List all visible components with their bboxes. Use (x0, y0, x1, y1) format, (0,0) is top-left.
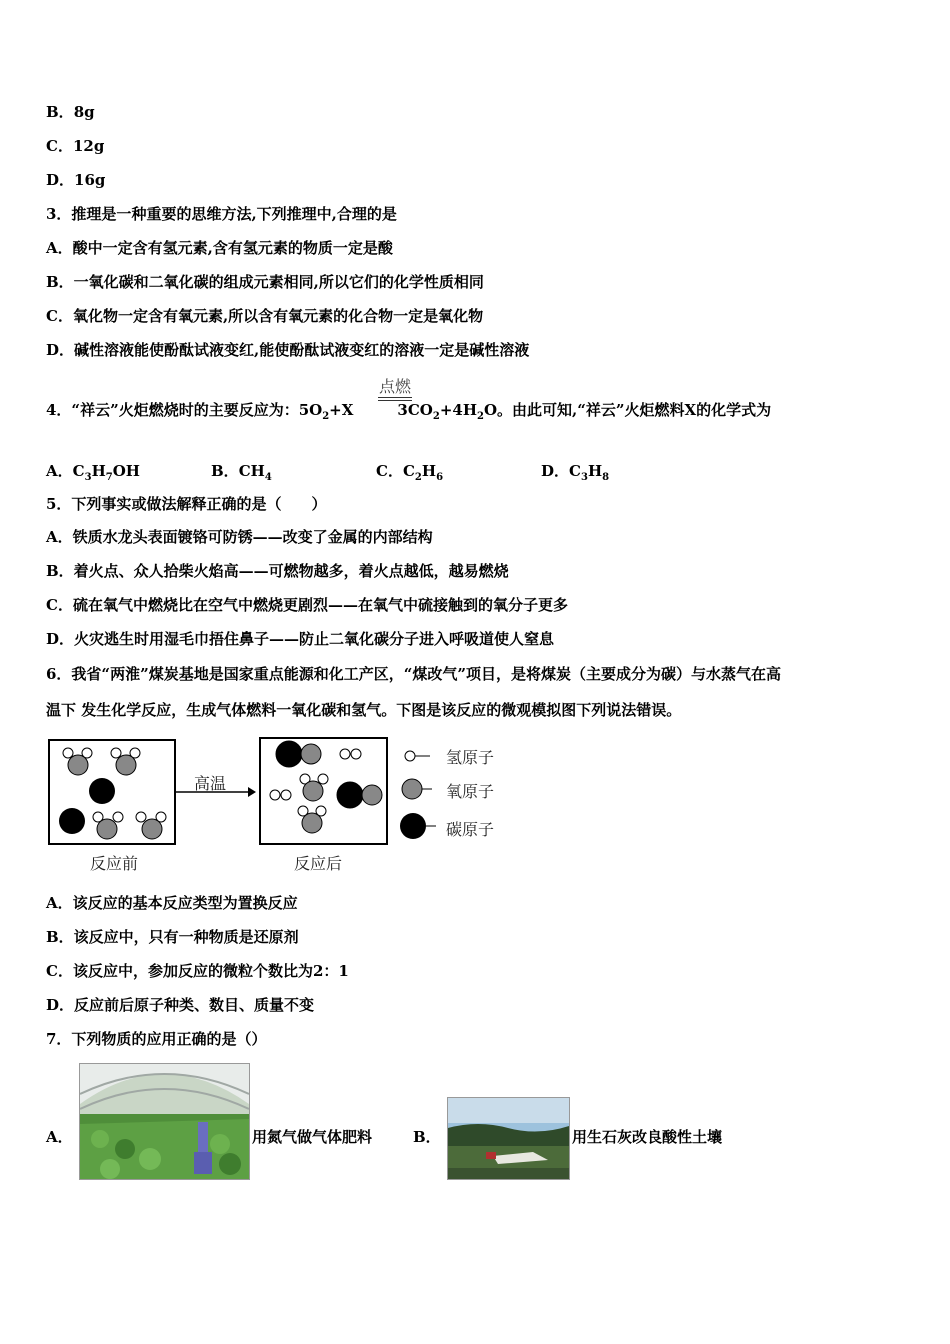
legend-oxygen: 氧原子 (446, 782, 495, 801)
field-photo (447, 1097, 570, 1180)
q7-option-b-text: 用生石灰改良酸性土壤 (572, 1128, 723, 1146)
q2-option-b: B．8g (46, 103, 95, 121)
carbon-atom (59, 808, 85, 834)
q6-option-c: C．该反应中，参加反应的微粒个数比为2：1 (46, 962, 349, 980)
hydrogen-molecule (270, 790, 291, 800)
legend-symbols (400, 745, 444, 855)
carbon-monoxide-molecule (337, 782, 382, 808)
water-molecule (93, 812, 123, 839)
q5-stem: 5．下列事实或做法解释正确的是（ ） (46, 495, 327, 513)
q4-option-c: C．$C_2H_6$ (376, 462, 444, 483)
oxygen-legend-icon (402, 779, 422, 799)
carbon-atom (89, 778, 115, 804)
water-molecule (300, 774, 328, 801)
before-caption: 反应前 (90, 854, 139, 873)
q3-stem: 3．推理是一种重要的思维方法,下列推理中,合理的是 (46, 205, 397, 223)
before-molecules (50, 741, 174, 843)
q6-option-b: B．该反应中，只有一种物质是还原剂 (46, 928, 299, 946)
q7-option-a-text: 用氮气做气体肥料 (252, 1128, 373, 1146)
after-caption: 反应后 (294, 854, 343, 873)
q5-option-c: C．硫在氧气中燃烧比在空气中燃烧更剧烈——在氧气中硫接触到的氧分子更多 (46, 596, 568, 614)
greenhouse-image (80, 1064, 249, 1179)
carbon-legend-icon (400, 813, 426, 839)
q6-stem-line2: 温下 发生化学反应，生成气体燃料一氧化碳和氢气。下图是该反应的微观模拟图下列说法错误。 (46, 701, 682, 719)
q7-stem: 7．下列物质的应用正确的是（） (46, 1030, 267, 1048)
reaction-condition: 点燃 (378, 377, 411, 396)
q6-stem-line1: 6．我省“两淮”煤炭基地是国家重点能源和化工产区，“煤改气”项目，是将煤炭（主要成分为碳）与水蒸气在高 (46, 665, 781, 683)
field-image (448, 1098, 569, 1179)
reaction-arrow (174, 785, 256, 799)
q5-option-b: B．着火点、众人拾柴火焰高——可燃物越多，着火点越低，越易燃烧 (46, 562, 509, 580)
carbon-monoxide-molecule (276, 741, 321, 767)
water-molecule (63, 748, 92, 775)
q4-option-b: B．$CH_4$ (211, 462, 272, 483)
q4-option-d: D．$C_3H_8$ (541, 462, 610, 483)
q4-option-a: A．$C_3H_7OH$ (46, 462, 140, 483)
q3-option-d: D．碱性溶液能使酚酞试液变红,能使酚酞试液变红的溶液一定是碱性溶液 (46, 341, 530, 359)
q4-stem: 4．“祥云”火炬燃烧时的主要反应为：$5O_2+X$ $3CO_2+4H_2O$。由此可知,“祥云”火炬燃料X的化学式为 (46, 401, 772, 422)
equation-bar-top (378, 397, 412, 398)
q5-option-d: D．火灾逃生时用湿毛巾捂住鼻子——防止二氧化碳分子进入呼吸道使人窒息 (46, 630, 555, 648)
legend-carbon: 碳原子 (446, 820, 495, 839)
water-molecule (298, 806, 326, 833)
q7-option-a-letter: A． (46, 1128, 73, 1146)
greenhouse-photo (79, 1063, 250, 1180)
after-reaction-box (259, 737, 388, 845)
q6-option-a: A．该反应的基本反应类型为置换反应 (46, 894, 298, 912)
water-molecule (136, 812, 166, 839)
reaction-diagram (46, 735, 516, 875)
q3-option-b: B．一氧化碳和二氧化碳的组成元素相同,所以它们的化学性质相同 (46, 273, 484, 291)
q5-option-a: A．铁质水龙头表面镀铬可防锈——改变了金属的内部结构 (46, 528, 433, 546)
q2-option-c: C．12g (46, 137, 105, 155)
water-molecule (111, 748, 140, 775)
q2-option-d: D．16g (46, 171, 106, 189)
arrow-label: 高温 (194, 774, 227, 793)
q6-option-d: D．反应前后原子种类、数目、质量不变 (46, 996, 315, 1014)
before-reaction-box (48, 739, 176, 845)
after-molecules (261, 739, 386, 843)
legend-hydrogen: 氢原子 (446, 748, 495, 767)
hydrogen-legend-icon (405, 751, 415, 761)
hydrogen-molecule (340, 749, 361, 759)
q7-option-b-letter: B． (413, 1128, 441, 1146)
q3-option-a: A．酸中一定含有氢元素,含有氢元素的物质一定是酸 (46, 239, 393, 257)
q3-option-c: C．氧化物一定含有氧元素,所以含有氧元素的化合物一定是氧化物 (46, 307, 484, 325)
